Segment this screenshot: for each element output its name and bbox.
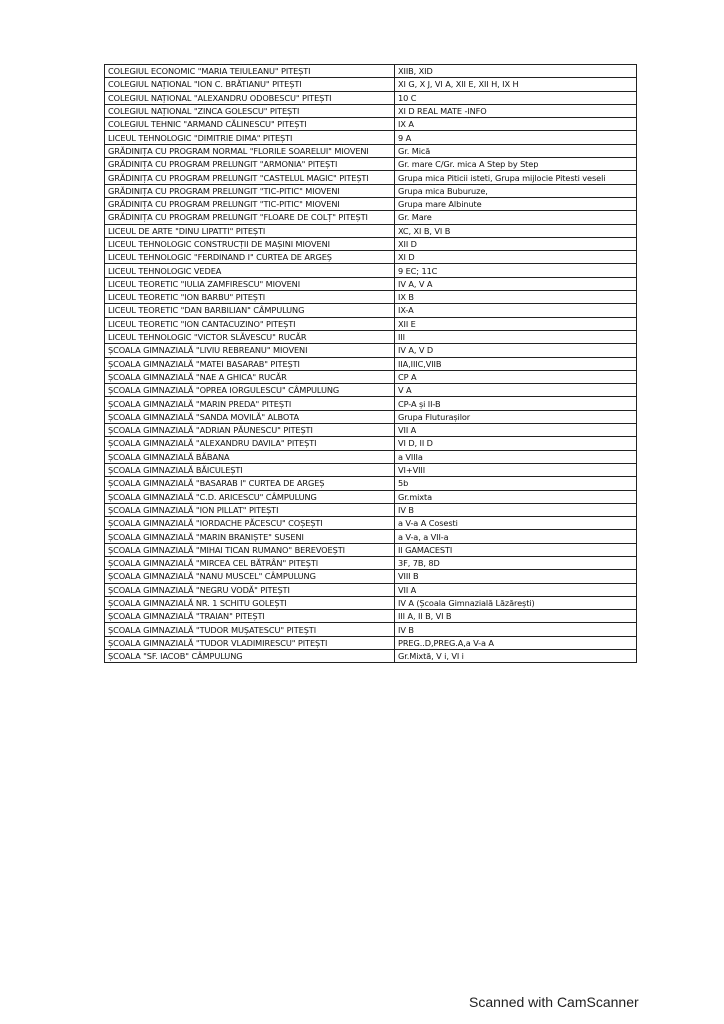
class-list-cell: IV B	[395, 503, 637, 516]
school-name-cell: ȘCOALA GIMNAZIALĂ "ADRIAN PĂUNESCU" PITEȘTI	[105, 424, 395, 437]
class-list-cell: V A	[395, 384, 637, 397]
class-list-cell: Grupa mica Piticii isteti, Grupa mijlocie Pitesti veseli	[395, 171, 637, 184]
table-row	[105, 211, 637, 224]
table-row	[105, 291, 637, 304]
school-name-cell: ȘCOALA GIMNAZIALĂ "MIHAI TICAN RUMANO" BEREVOEȘTI	[105, 543, 395, 556]
class-list-cell: a V-a, a VII-a	[395, 530, 637, 543]
class-list-cell: Gr.Mixtă, V i, VI i	[395, 650, 637, 663]
school-name-cell: COLEGIUL ECONOMIC "MARIA TEIULEANU" PITEȘTI	[105, 65, 395, 78]
school-name-cell: LICEUL TEORETIC "IULIA ZAMFIRESCU" MIOVENI	[105, 277, 395, 290]
class-list-cell: III	[395, 330, 637, 343]
table-row	[105, 118, 637, 131]
class-list-cell: IV B	[395, 623, 637, 636]
class-list-cell: IX-A	[395, 304, 637, 317]
class-list-cell: 10 C	[395, 91, 637, 104]
class-list-cell: VII A	[395, 424, 637, 437]
table-row	[105, 65, 637, 78]
school-name-cell: ȘCOALA GIMNAZIALĂ "NANU MUSCEL" CÂMPULUNG	[105, 570, 395, 583]
class-list-cell: VIII B	[395, 570, 637, 583]
school-name-cell: GRĂDINIȚA CU PROGRAM NORMAL "FLORILE SOARELUI" MIOVENI	[105, 144, 395, 157]
table-row	[105, 490, 637, 503]
class-list-cell: XC, XI B, VI B	[395, 224, 637, 237]
school-name-cell: ȘCOALA GIMNAZIALĂ "C.D. ARICESCU" CÂMPULUNG	[105, 490, 395, 503]
school-name-cell: ȘCOALA GIMNAZIALĂ "TRAIAN" PITEȘTI	[105, 610, 395, 623]
class-list-cell: a VIIIa	[395, 450, 637, 463]
class-list-cell: VI D, II D	[395, 437, 637, 450]
table-row	[105, 556, 637, 569]
table-row	[105, 636, 637, 649]
school-name-cell: GRĂDINIȚA CU PROGRAM PRELUNGIT "CASTELUL MAGIC" PITEȘTI	[105, 171, 395, 184]
table-row	[105, 171, 637, 184]
school-name-cell: ȘCOALA GIMNAZIALĂ "NEGRU VODĂ" PITEȘTI	[105, 583, 395, 596]
class-list-cell: Grupa mare Albinute	[395, 197, 637, 210]
school-name-cell: GRĂDINIȚA CU PROGRAM PRELUNGIT "ARMONIA" PITEȘTI	[105, 158, 395, 171]
class-list-cell: Gr. Mică	[395, 144, 637, 157]
class-list-cell: XIIB, XID	[395, 65, 637, 78]
school-name-cell: COLEGIUL TEHNIC "ARMAND CĂLINESCU" PITEȘTI	[105, 118, 395, 131]
table-row	[105, 397, 637, 410]
table-row	[105, 437, 637, 450]
school-name-cell: ȘCOALA GIMNAZIALĂ "OPREA IORGULESCU" CÂMPULUNG	[105, 384, 395, 397]
table-row	[105, 623, 637, 636]
school-name-cell: ȘCOALA GIMNAZIALĂ "ION PILLAT" PITEȘTI	[105, 503, 395, 516]
school-name-cell: LICEUL TEHNOLOGIC "DIMITRIE DIMA" PITEȘTI	[105, 131, 395, 144]
class-list-cell: XI G, X J, VI A, XII E, XII H, IX H	[395, 78, 637, 91]
class-list-cell: II GAMACESTI	[395, 543, 637, 556]
table-row	[105, 224, 637, 237]
class-list-cell: VI+VIII	[395, 463, 637, 476]
table-row	[105, 610, 637, 623]
class-list-cell: IV A, V A	[395, 277, 637, 290]
school-name-cell: GRĂDINIȚA CU PROGRAM PRELUNGIT "TIC-PITIC" MIOVENI	[105, 184, 395, 197]
school-name-cell: ȘCOALA GIMNAZIALĂ "MARIN BRANIȘTE" SUSENI	[105, 530, 395, 543]
table-row	[105, 530, 637, 543]
school-name-cell: ȘCOALA GIMNAZIALĂ "MATEI BASARAB" PITEȘTI	[105, 357, 395, 370]
camscanner-watermark: Scanned with CamScanner	[469, 994, 639, 1010]
table-row	[105, 144, 637, 157]
table-row	[105, 158, 637, 171]
class-list-cell: Gr.mixta	[395, 490, 637, 503]
table-row	[105, 596, 637, 609]
school-name-cell: ȘCOALA "SF. IACOB" CÂMPULUNG	[105, 650, 395, 663]
table-row	[105, 570, 637, 583]
class-list-cell: a V-a A Cosesti	[395, 517, 637, 530]
class-list-cell: IV A (Școala Gimnazială Lăzărești)	[395, 596, 637, 609]
table-row	[105, 304, 637, 317]
school-name-cell: LICEUL TEORETIC "ION CANTACUZINO" PITEȘTI	[105, 317, 395, 330]
class-list-cell: 3F, 7B, 8D	[395, 556, 637, 569]
table-row	[105, 78, 637, 91]
class-list-cell: IX A	[395, 118, 637, 131]
class-list-cell: IIA,IIIC,VIIB	[395, 357, 637, 370]
table-row	[105, 277, 637, 290]
school-name-cell: LICEUL TEHNOLOGIC CONSTRUCȚII DE MAȘINI MIOVENI	[105, 237, 395, 250]
school-name-cell: LICEUL DE ARTE "DINU LIPATTI" PITEȘTI	[105, 224, 395, 237]
class-list-cell: Gr. mare C/Gr. mica A Step by Step	[395, 158, 637, 171]
school-name-cell: LICEUL TEORETIC "ION BARBU" PITEȘTI	[105, 291, 395, 304]
class-list-cell: XI D REAL MATE -INFO	[395, 104, 637, 117]
table-row	[105, 384, 637, 397]
table-row	[105, 370, 637, 383]
school-name-cell: LICEUL TEORETIC "DAN BARBILIAN" CÂMPULUNG	[105, 304, 395, 317]
school-name-cell: LICEUL TEHNOLOGIC "FERDINAND I" CURTEA DE ARGEȘ	[105, 251, 395, 264]
school-name-cell: ȘCOALA GIMNAZIALĂ "IORDACHE PĂCESCU" COȘEȘTI	[105, 517, 395, 530]
class-list-cell: XII D	[395, 237, 637, 250]
table-row	[105, 650, 637, 663]
school-name-cell: LICEUL TEHNOLOGIC "VICTOR SLĂVESCU" RUCĂR	[105, 330, 395, 343]
school-name-cell: ȘCOALA GIMNAZIALĂ BĂICULEȘTI	[105, 463, 395, 476]
class-list-cell: PREG..D,PREG.A,a V-a A	[395, 636, 637, 649]
school-name-cell: ȘCOALA GIMNAZIALĂ "TUDOR MUȘATESCU" PITEȘTI	[105, 623, 395, 636]
table-row	[105, 317, 637, 330]
class-list-cell: Grupa Fluturașilor	[395, 410, 637, 423]
class-list-cell: Grupa mica Buburuze,	[395, 184, 637, 197]
table-row	[105, 251, 637, 264]
class-list-cell: 9 EC; 11C	[395, 264, 637, 277]
school-name-cell: GRĂDINIȚA CU PROGRAM PRELUNGIT "FLOARE DE COLȚ" PITEȘTI	[105, 211, 395, 224]
table-row	[105, 264, 637, 277]
table-row	[105, 91, 637, 104]
class-list-cell: IV A, V D	[395, 344, 637, 357]
table-row	[105, 357, 637, 370]
class-list-cell: Gr. Mare	[395, 211, 637, 224]
class-list-cell: XI D	[395, 251, 637, 264]
table-row	[105, 410, 637, 423]
table-row	[105, 503, 637, 516]
school-name-cell: LICEUL TEHNOLOGIC VEDEA	[105, 264, 395, 277]
school-name-cell: ȘCOALA GIMNAZIALĂ NR. 1 SCHITU GOLEȘTI	[105, 596, 395, 609]
class-list-cell: 5b	[395, 477, 637, 490]
table-row	[105, 517, 637, 530]
class-list-cell: III A, II B, VI B	[395, 610, 637, 623]
school-name-cell: COLEGIUL NAȚIONAL "ION C. BRĂTIANU" PITEȘTI	[105, 78, 395, 91]
table-row	[105, 237, 637, 250]
table-row	[105, 450, 637, 463]
table-row	[105, 104, 637, 117]
school-name-cell: ȘCOALA GIMNAZIALĂ "MIRCEA CEL BĂTRÂN" PITEȘTI	[105, 556, 395, 569]
table-row	[105, 344, 637, 357]
table-row	[105, 477, 637, 490]
school-name-cell: ȘCOALA GIMNAZIALĂ BĂBANA	[105, 450, 395, 463]
class-list-cell: XII E	[395, 317, 637, 330]
school-name-cell: COLEGIUL NAȚIONAL "ZINCA GOLESCU" PITEȘTI	[105, 104, 395, 117]
school-name-cell: ȘCOALA GIMNAZIALĂ "BASARAB I" CURTEA DE ARGEȘ	[105, 477, 395, 490]
table-row	[105, 184, 637, 197]
class-list-cell: CP A	[395, 370, 637, 383]
school-name-cell: ȘCOALA GIMNAZIALĂ "ALEXANDRU DAVILA" PITEȘTI	[105, 437, 395, 450]
school-name-cell: COLEGIUL NAȚIONAL "ALEXANDRU ODOBESCU" PITEȘTI	[105, 91, 395, 104]
schools-table	[104, 64, 637, 663]
table-row	[105, 463, 637, 476]
class-list-cell: VII A	[395, 583, 637, 596]
class-list-cell: IX B	[395, 291, 637, 304]
school-name-cell: ȘCOALA GIMNAZIALĂ "TUDOR VLADIMIRESCU" PITEȘTI	[105, 636, 395, 649]
table-row	[105, 131, 637, 144]
school-name-cell: ȘCOALA GIMNAZIALĂ "LIVIU REBREANU" MIOVENI	[105, 344, 395, 357]
table-row	[105, 424, 637, 437]
school-name-cell: ȘCOALA GIMNAZIALĂ "MARIN PREDA" PITEȘTI	[105, 397, 395, 410]
class-list-cell: CP-A și II-B	[395, 397, 637, 410]
table-row	[105, 583, 637, 596]
schools-table-body	[105, 65, 637, 663]
table-row	[105, 197, 637, 210]
school-name-cell: GRĂDINIȚA CU PROGRAM PRELUNGIT "TIC-PITIC" MIOVENI	[105, 197, 395, 210]
class-list-cell: 9 A	[395, 131, 637, 144]
table-row	[105, 543, 637, 556]
table-row	[105, 330, 637, 343]
school-name-cell: ȘCOALA GIMNAZIALĂ "SANDA MOVILĂ" ALBOTA	[105, 410, 395, 423]
school-name-cell: ȘCOALA GIMNAZIALĂ "NAE A GHICA" RUCĂR	[105, 370, 395, 383]
